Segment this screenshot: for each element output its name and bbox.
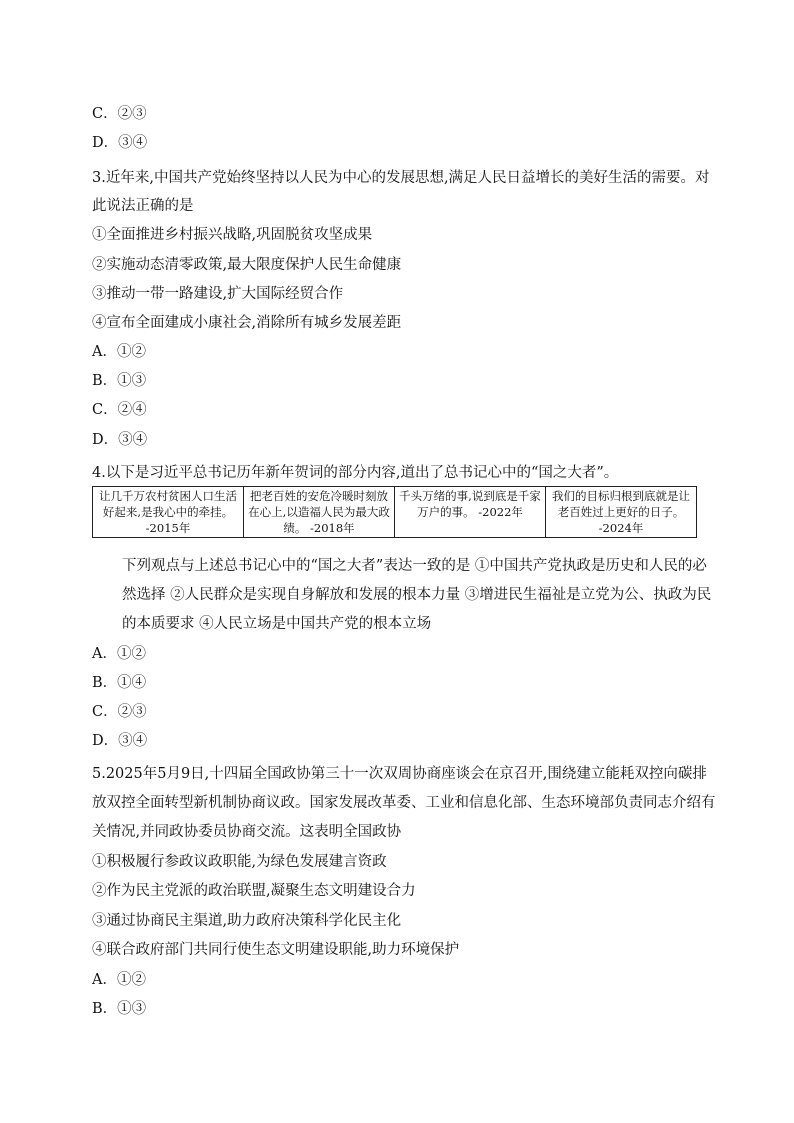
- q5-stem-line1: 5.2025年5月9日,十四届全国政协第三十一次双周协商座谈会在京召开,围绕建立能耗双控向碳排: [92, 766, 707, 782]
- q4-stem-line3: 的本质要求 ④人民立场是中国共产党的根本立场: [122, 616, 432, 632]
- quote-cell-2022: 千头万绪的事,说到底是千家万户的事。 -2022年: [395, 487, 546, 538]
- q3-statement-4: ④宣布全面建成小康社会,消除所有城乡发展差距: [92, 315, 402, 331]
- q2-option-d: D．③④: [92, 135, 148, 151]
- q4-stem-line1: 下列观点与上述总书记心中的“国之大者”表达一致的是 ①中国共产党执政是历史和人民的必: [122, 558, 707, 574]
- q3-option-a: A．①②: [92, 344, 146, 360]
- q4-stem-line2: 然选择 ②人民群众是实现自身解放和发展的根本力量 ③增进民生福祉是立党为公、执政为民: [122, 587, 712, 603]
- q4-option-d: D．③④: [92, 733, 148, 749]
- q5-statement-2: ②作为民主党派的政治联盟,凝聚生态文明建设合力: [92, 883, 416, 899]
- q4-option-a: A．①②: [92, 646, 146, 662]
- q4-option-b: B．①④: [92, 675, 147, 691]
- quote-cell-2018: 把老百姓的安危冷暖时刻放在心上,以造福人民为最大政绩。 -2018年: [244, 487, 395, 538]
- q3-option-d: D．③④: [92, 432, 148, 448]
- q5-option-a: A．①②: [92, 972, 146, 988]
- q5-statement-3: ③通过协商民主渠道,助力政府决策科学化民主化: [92, 913, 402, 929]
- q3-statement-2: ②实施动态清零政策,最大限度保护人民生命健康: [92, 257, 402, 273]
- quote-cell-2024: 我们的目标归根到底就是让老百姓过上更好的日子。 -2024年: [546, 487, 697, 538]
- q3-stem-line1: 3.近年来,中国共产党始终坚持以人民为中心的发展思想,满足人民日益增长的美好生活的需要。对: [92, 170, 710, 186]
- q5-stem-line3: 关情况,并同政协委员协商交流。这表明全国政协: [92, 824, 402, 840]
- q4-option-c: C．②③: [92, 704, 147, 720]
- q3-stem-line2: 此说法正确的是: [92, 198, 194, 214]
- q3-statement-3: ③推动一带一路建设,扩大国际经贸合作: [92, 286, 344, 302]
- q3-statement-1: ①全面推进乡村振兴战略,巩固脱贫攻坚成果: [92, 227, 373, 243]
- q3-option-c: C．②④: [92, 402, 147, 418]
- q2-option-c: C．②③: [92, 106, 147, 122]
- quote-cell-2015: 让几千万农村贫困人口生活好起来,是我心中的牵挂。 -2015年: [93, 487, 244, 538]
- table-row: [93, 487, 697, 538]
- q5-statement-1: ①积极履行参政议政职能,为绿色发展建言资政: [92, 854, 387, 870]
- q5-option-b: B．①③: [92, 1001, 147, 1017]
- q4-intro: 4.以下是习近平总书记历年新年贺词的部分内容,道出了总书记心中的“国之大者”。: [92, 465, 619, 481]
- quote-table: [92, 486, 697, 538]
- q5-stem-line2: 放双控全面转型新机制协商议政。国家发展改革委、工业和信息化部、生态环境部负责同志介绍有: [92, 795, 716, 811]
- q3-option-b: B．①③: [92, 373, 147, 389]
- q5-statement-4: ④联合政府部门共同行使生态文明建设职能,助力环境保护: [92, 942, 460, 958]
